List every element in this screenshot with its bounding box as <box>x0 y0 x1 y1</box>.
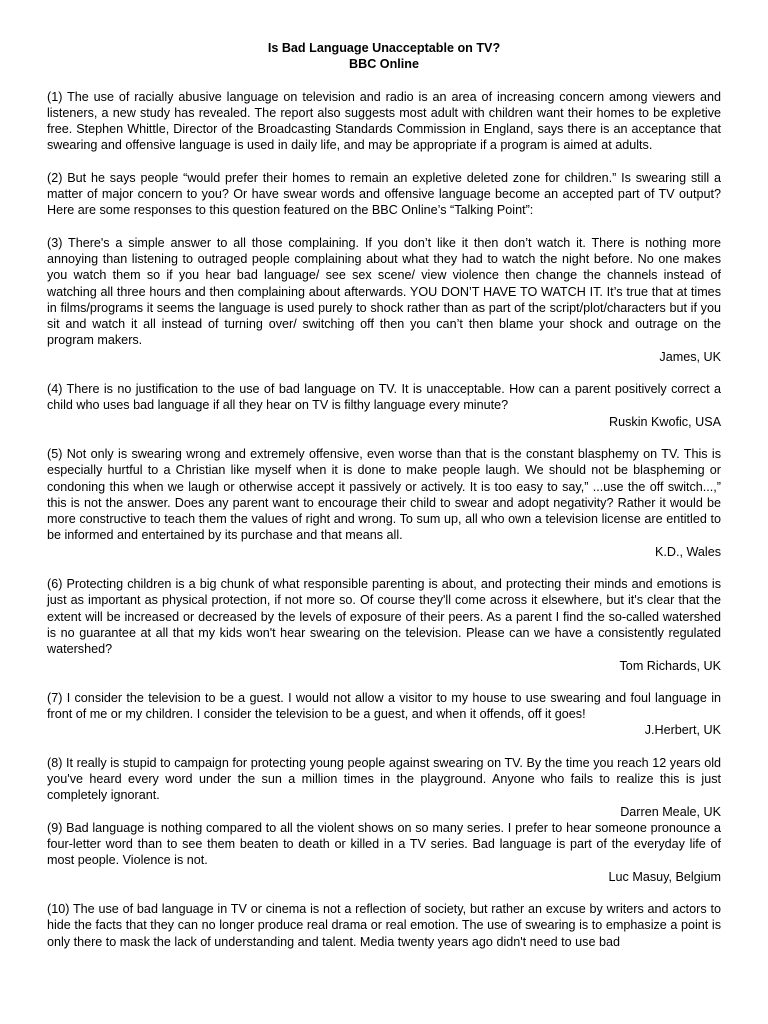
paragraph-author: Tom Richards, UK <box>619 658 721 673</box>
paragraph-5 <box>47 446 721 560</box>
paragraph-10 <box>47 901 721 950</box>
paragraph-4 <box>47 381 721 430</box>
document-title: Is Bad Language Unacceptable on TV? <box>267 41 501 55</box>
paragraph-author: James, UK <box>659 349 721 364</box>
paragraph-text: (5) Not only is swearing wrong and extremely offensive, even worse than that is the constant blasphemy on TV. This is especially hurtful to a Christian like myself when it is done to make people laugh. We should not be blaspheming or condoning this when we laugh or otherwise accept it passively or actively. It is too easy to say,” ...use the off switch...,” this is not the answer. Does any parent want to encourage their child to swear and adopt negativity? Rather it would be more constructive to teach them the values of right and wrong. To sum up, all who own a television license are entitled to be informed and entertained by its purchase and that means all. <box>47 446 721 543</box>
paragraph-text: (6) Protecting children is a big chunk of what responsible parenting is about, and protecting their minds and emotions is just as important as physical protection, if not more so. Of course they'll come across it elsewhere, but it's clear that the extent will be increased or decreased by the levels of exposure of their peers. As a parent I find the so-called watershed is no guarantee at all that my kids won't hear swearing on the television. Please can we have a consistently regulated watershed? <box>47 577 721 657</box>
paragraph-text: (3) There's a simple answer to all those complaining. If you don’t like it then don’t watch it. There is nothing more annoying than listening to outraged people complaining about what they had to watch the night before. No one makes you watch them so if you hear bad language/ see sex scene/ view violence then change the channels instead of watching all three hours and then complaining about afterwards. YOU DON’T HAVE TO WATCH IT. It’s true that at times in films/programs it seems the language is used purely to shock rather than as part of the script/plot/characters but if you sit and watch it all instead of turning over/ switching off then you can’t then blame your shock and outrage on the program makers. <box>47 235 721 348</box>
paragraph-author: J.Herbert, UK <box>644 723 721 738</box>
paragraph-2 <box>47 170 721 219</box>
paragraph-text: (9) Bad language is nothing compared to all the violent shows on so many series. I prefer to hear someone pronounce a four-letter word than to see them beaten to death or killed in a TV series. Bad language is part of the everyday life of most people. Violence is not. <box>47 820 721 868</box>
paragraph-author: K.D., Wales <box>654 544 721 559</box>
paragraph-text: (4) There is no justification to the use of bad language on TV. It is unacceptable. How can a parent positively correct a child who uses bad language if all they hear on TV is filthy language every minute? <box>47 382 721 413</box>
paragraph-text: (1) The use of racially abusive language on television and radio is an area of increasing concern among viewers and listeners, a new study has revealed. The report also suggests most adult with children want their homes to be expletive free. Stephen Whittle, Director of the Broadcasting Standards Commission in England, says there is an acceptance that swearing and offensive language is used in daily life, and may be appropriate if a program is aimed at adults. <box>47 89 721 153</box>
paragraph-author: Luc Masuy, Belgium <box>608 869 721 884</box>
paragraph-3 <box>47 235 721 365</box>
paragraph-text: (10) The use of bad language in TV or cinema is not a reflection of society, but rather an excuse by writers and actors to hide the facts that they can no longer produce real drama or real emotion. The use of swearing is to emphasize a point is only there to mask the lack of understanding and talent. Media twenty years ago didn't need to use bad <box>47 902 721 949</box>
paragraph-8 <box>47 755 721 820</box>
paragraph-6 <box>47 576 721 674</box>
paragraph-7 <box>47 690 721 739</box>
paragraph-9 <box>47 820 721 885</box>
document-source: BBC Online <box>349 57 419 72</box>
paragraph-author: Ruskin Kwofic, USA <box>609 414 721 429</box>
paragraph-author: Darren Meale, UK <box>620 804 721 819</box>
paragraph-text: (8) It really is stupid to campaign for protecting young people against swearing on TV. By the time you reach 12 years old you've heard every word under the sun a million times in the playground. Anyone who fails to realize this is just completely ignorant. <box>47 755 721 803</box>
title-block <box>47 40 721 73</box>
paragraph-text: (2) But he says people “would prefer their homes to remain an expletive deleted zone for children.” Is swearing still a matter of major concern to you? Or have swear words and offensive language become an accepted part of TV output? Here are some responses to this question featured on the BBC Online’s “Talking Point”: <box>47 170 721 218</box>
paragraph-text: (7) I consider the television to be a guest. I would not allow a visitor to my house to use swearing and foul language in front of me or my children. I consider the television to be a guest, and when it offends, off it goes! <box>47 690 721 722</box>
document-page <box>47 40 721 966</box>
paragraph-1 <box>47 89 721 154</box>
